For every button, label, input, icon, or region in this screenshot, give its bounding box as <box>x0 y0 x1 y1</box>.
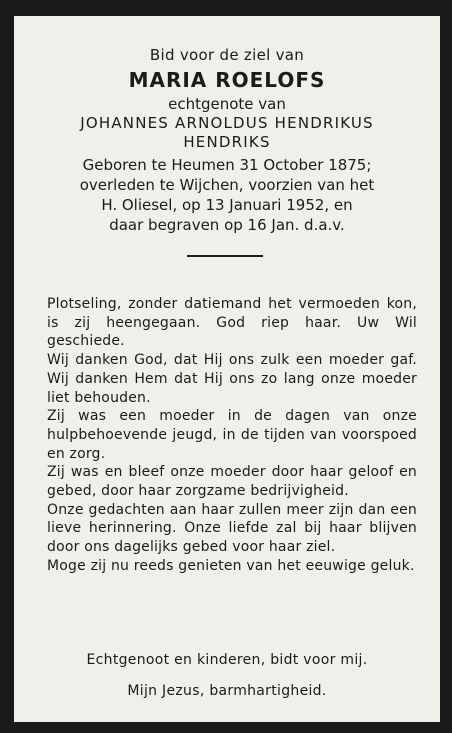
birth-line: Geboren te Heumen 31 October 1875; <box>82 156 372 174</box>
spouse-name-line-1: JOHANNES ARNOLDUS HENDRIKUS <box>80 114 374 132</box>
memorial-paragraph: Zij was en bleef onze moeder door haar geloof en gebed, door haar zorgzame bedrijvigheid. <box>47 464 417 500</box>
spouse-label: echtgenote van <box>168 95 286 113</box>
memorial-paragraph: Onze gedachten aan haar zullen meer zijn dan een lieve herinnering. Onze liefde zal bij haar blijven door ons dagelijks gebed voor haar ziel. <box>47 501 417 556</box>
sacrament-line: H. Oliesel, op 13 Januari 1952, en <box>101 196 353 214</box>
memorial-paragraph: Moge zij nu reeds genieten van het eeuwige geluk. <box>47 557 415 574</box>
memorial-paragraph: Zij was een moeder in de dagen van onze hulpbehoevende jeugd, in de tijden van voorspoed en zorg. <box>47 408 417 462</box>
divider-rule <box>187 255 263 257</box>
memorial-card <box>14 16 440 722</box>
memorial-paragraph: Wij danken God, dat Hij ons zulk een moeder gaf. Wij danken Hem dat Hij ons zo lang onze moeder liet behouden. <box>47 352 417 406</box>
prayer-heading: Bid voor de ziel van <box>149 46 305 64</box>
death-line: overleden te Wijchen, voorzien van het <box>79 176 375 194</box>
closing-request: Echtgenoot en kinderen, bidt voor mij. <box>86 652 368 668</box>
memorial-text <box>47 295 417 576</box>
burial-line: daar begraven op 16 Jan. d.a.v. <box>109 216 345 234</box>
deceased-name: MARIA ROELOFS <box>128 68 326 92</box>
life-dates <box>14 155 440 235</box>
memorial-paragraph: Plotseling, zonder datiemand het vermoeden kon, is zij heengegaan. God riep haar. Uw Wil geschiede. <box>47 296 417 350</box>
spouse-name-line-2: HENDRIKS <box>183 133 271 151</box>
card-header <box>14 44 440 235</box>
closing-invocation: Mijn Jezus, barmhartigheid. <box>127 683 327 699</box>
